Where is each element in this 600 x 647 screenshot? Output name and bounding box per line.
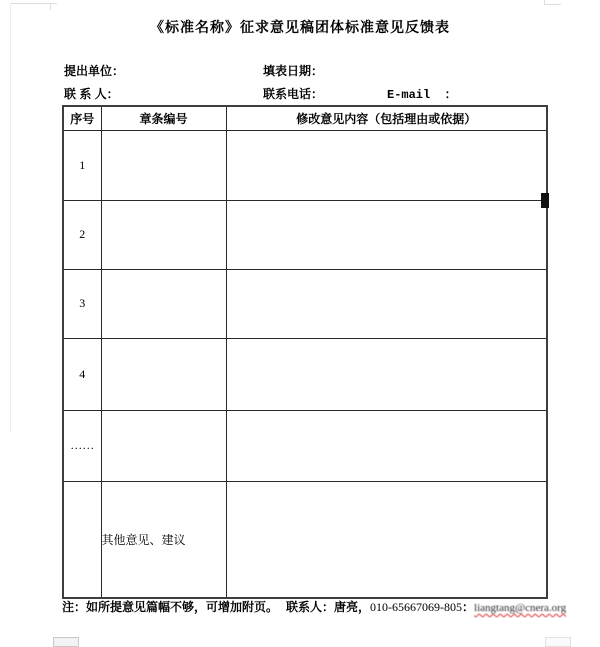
- note-text: 注：如所提意见篇幅不够，可增加附页。: [62, 600, 279, 614]
- page-title: 《标准名称》征求意见稿团体标准意见反馈表: [150, 19, 450, 35]
- row-number: 1: [63, 130, 101, 200]
- content-cell[interactable]: [226, 200, 547, 269]
- proposing-unit-label: 提出单位：: [64, 64, 125, 78]
- contact-name-text: 联系人：唐亮，: [286, 600, 371, 614]
- content-cell[interactable]: [226, 338, 547, 410]
- content-cell[interactable]: [226, 269, 547, 338]
- table-row: [63, 130, 547, 200]
- contact-person-label: 联 系 人：: [64, 87, 119, 101]
- stray-ink-mark: [541, 193, 549, 208]
- clause-cell[interactable]: [101, 338, 226, 410]
- content-cell[interactable]: [226, 481, 547, 598]
- contact-separator: ：: [462, 600, 475, 614]
- table-header-row: [63, 106, 547, 130]
- col-header-index: 序号: [63, 106, 101, 130]
- row-number: ……: [63, 410, 101, 481]
- row-number: 4: [63, 338, 101, 410]
- clause-cell[interactable]: [101, 410, 226, 481]
- contact-email-text: liangtang@cnera.org: [474, 602, 567, 614]
- contact-phone-label: 联系电话：: [263, 87, 324, 101]
- col-header-content: 修改意见内容（包括理由或依据）: [226, 106, 547, 130]
- page-boundary-top-right-line: [544, 4, 561, 5]
- feedback-table: [62, 105, 548, 599]
- table-row: [63, 269, 547, 338]
- page-boundary-left-line: [10, 3, 11, 433]
- clause-cell[interactable]: [101, 130, 226, 200]
- clause-cell[interactable]: [101, 200, 226, 269]
- contact-phone-text: 010-65667069-805: [370, 600, 463, 614]
- table-row: [63, 410, 547, 481]
- contact-info: [286, 598, 566, 615]
- table-row: [63, 200, 547, 269]
- clause-cell[interactable]: [101, 269, 226, 338]
- email-label: E-mail ：: [387, 88, 457, 102]
- row-number: 2: [63, 200, 101, 269]
- row-number: [63, 481, 101, 598]
- other-comments-label: 其他意见、建议: [101, 481, 226, 598]
- page-boundary-top-left-tick: [50, 3, 51, 10]
- fill-date-label: 填表日期：: [263, 64, 324, 78]
- content-cell[interactable]: [226, 130, 547, 200]
- table-row-other-comments: [63, 481, 547, 598]
- page-boundary-bottom-left-mark: [53, 637, 79, 647]
- page-boundary-bottom-right-mark: [545, 637, 571, 647]
- table-row: [63, 338, 547, 410]
- row-number: 3: [63, 269, 101, 338]
- col-header-clause: 章条编号: [101, 106, 226, 130]
- content-cell[interactable]: [226, 410, 547, 481]
